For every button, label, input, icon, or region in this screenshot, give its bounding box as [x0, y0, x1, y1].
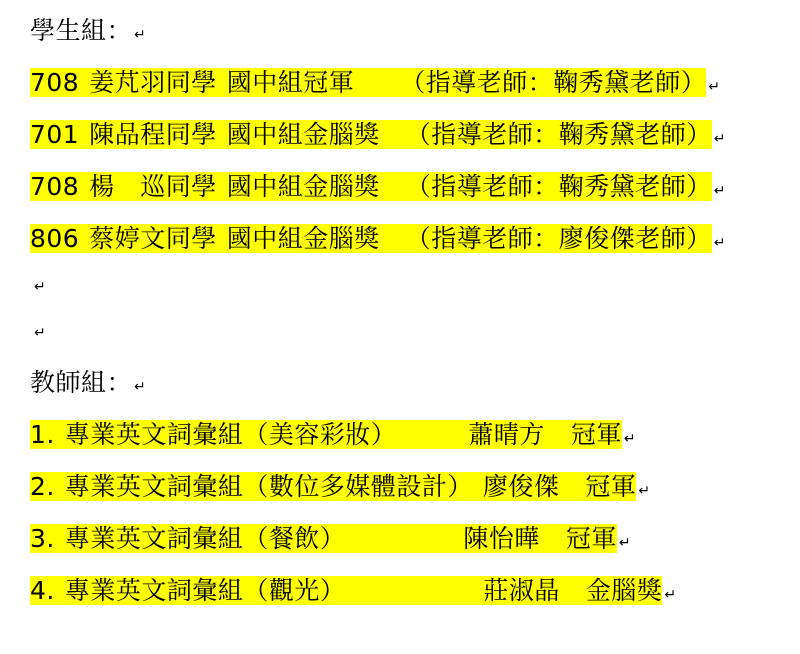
teacher-row: [0, 474, 800, 526]
teacher-name: 蕭晴方: [468, 420, 545, 449]
student-award: 國中組冠軍: [226, 68, 355, 97]
student-teacher: （指導老師：鞠秀黛老師）: [405, 120, 712, 149]
student-number: 806: [30, 224, 80, 253]
teacher-name: 廖俊傑: [482, 472, 560, 501]
student-number: 708: [30, 172, 80, 201]
teacher-row: [0, 526, 800, 578]
paragraph-mark-icon: ↵: [713, 131, 726, 147]
paragraph-mark-icon: ↵: [34, 279, 46, 295]
teacher-award: 冠軍: [570, 420, 622, 449]
paragraph-mark-icon: ↵: [134, 379, 146, 395]
student-teacher: （指導老師：鞠秀黛老師）: [405, 172, 712, 201]
student-name: 蔡婷文同學: [89, 224, 217, 253]
teacher-award: 金腦獎: [585, 576, 663, 605]
student-name: 姜芃羽同學: [89, 68, 217, 97]
paragraph-mark-icon: ↵: [618, 535, 631, 551]
teacher-award: 冠軍: [585, 472, 637, 501]
student-row: [0, 174, 800, 226]
teacher-award: 冠軍: [565, 524, 617, 553]
teacher-name: 陳怡曄: [463, 524, 540, 553]
student-number: 708: [30, 68, 80, 97]
student-award: 國中組金腦獎: [226, 224, 380, 253]
paragraph-mark-icon: ↵: [34, 325, 46, 341]
student-row: [0, 226, 800, 278]
student-name: 陳品程同學: [89, 120, 217, 149]
section-heading-text: 學生組：: [30, 16, 133, 45]
student-row: [0, 122, 800, 174]
teacher-item-number: 3.: [30, 524, 55, 553]
teacher-row: [0, 422, 800, 474]
teacher-item-number: 2.: [30, 472, 55, 501]
teacher-item-number: 1.: [30, 420, 55, 449]
teacher-category: 專業英文詞彙組（觀光）: [64, 576, 346, 605]
paragraph-mark-icon: ↵: [664, 587, 677, 603]
paragraph-mark-icon: ↵: [713, 235, 726, 251]
student-award: 國中組金腦獎: [226, 172, 380, 201]
teacher-row: [0, 578, 800, 630]
student-teacher: （指導老師：鞠秀黛老師）: [400, 68, 707, 97]
student-teacher: （指導老師：廖俊傑老師）: [405, 224, 712, 253]
student-row: [0, 70, 800, 122]
teacher-category: 專業英文詞彙組（餐飲）: [64, 524, 346, 553]
empty-paragraph: [0, 278, 800, 324]
teacher-item-number: 4.: [30, 576, 55, 605]
section-heading-text: 教師組：: [30, 368, 133, 397]
empty-paragraph: [0, 324, 800, 370]
paragraph-mark-icon: ↵: [708, 79, 720, 95]
student-name: 楊 巡同學: [89, 172, 217, 201]
paragraph-mark-icon: ↵: [623, 431, 636, 447]
paragraph-mark-icon: ↵: [713, 183, 726, 199]
student-number: 701: [30, 120, 80, 149]
teacher-category: 專業英文詞彙組（數位多媒體設計）: [64, 472, 473, 501]
paragraph-mark-icon: ↵: [134, 27, 146, 43]
student-award: 國中組金腦獎: [226, 120, 380, 149]
paragraph-mark-icon: ↵: [638, 483, 651, 499]
section-heading-students: [0, 18, 800, 70]
teacher-category: 專業英文詞彙組（美容彩妝）: [64, 420, 397, 449]
section-heading-teachers: [0, 370, 800, 422]
teacher-name: 莊淑晶: [483, 576, 560, 605]
